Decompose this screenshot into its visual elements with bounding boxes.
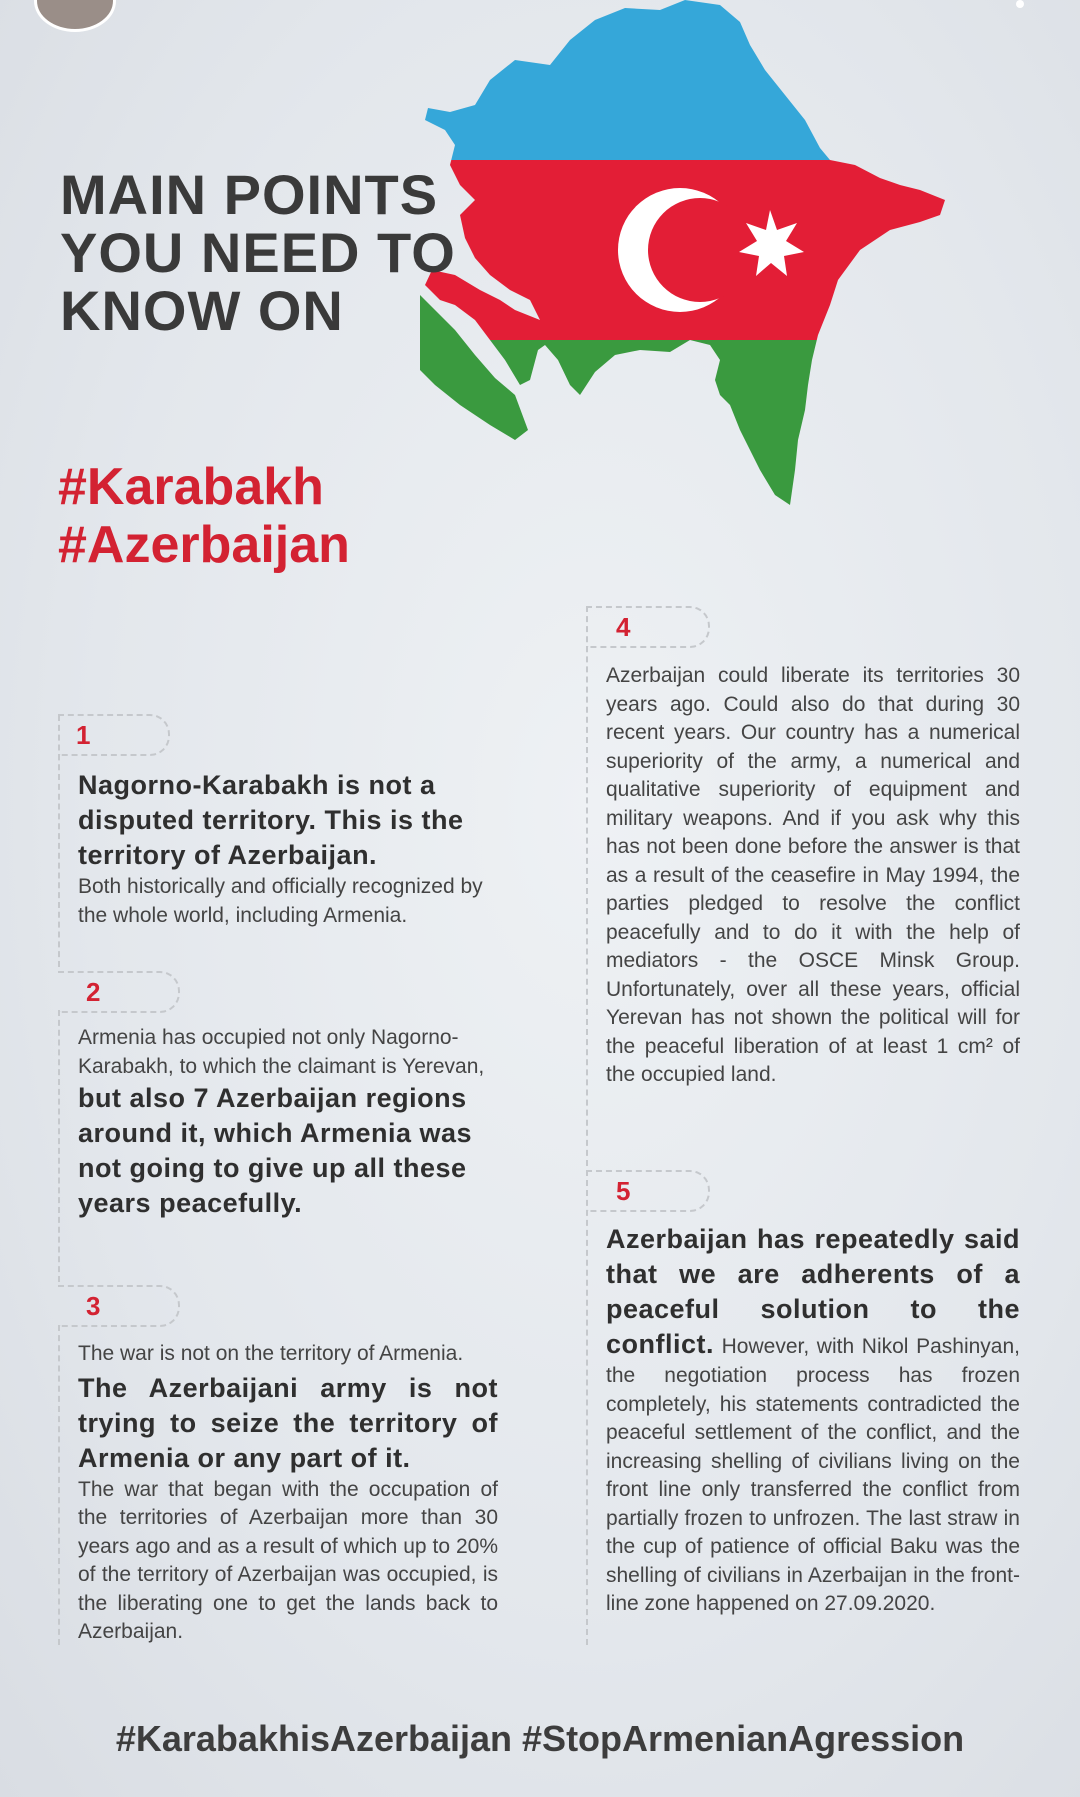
divider bbox=[586, 1170, 588, 1645]
point-number-1: 1 bbox=[58, 714, 170, 756]
footer-hashtags: #KarabakhisAzerbaijan #StopArmenianAgression bbox=[115, 1718, 965, 1759]
title-line-2: YOU NEED TO bbox=[60, 221, 456, 284]
title-line-1: MAIN POINTS bbox=[60, 163, 439, 226]
point-1-text: Both historically and officially recognized by the whole world, including Armenia. bbox=[78, 875, 483, 927]
hashtag-azerbaijan: #Azerbaijan bbox=[58, 516, 350, 574]
page-title bbox=[60, 163, 456, 342]
point-5 bbox=[606, 1222, 1020, 1619]
point-number-3: 3 bbox=[58, 1285, 180, 1327]
divider bbox=[58, 1325, 60, 1645]
point-number-4: 4 bbox=[586, 606, 710, 648]
point-5-heading: Azerbaijan has repeatedly said that we are adherents of a peaceful solution to the conflict. bbox=[606, 1224, 1020, 1359]
title-line-3: KNOW ON bbox=[60, 279, 344, 342]
avatar[interactable] bbox=[34, 0, 116, 32]
point-number-5: 5 bbox=[586, 1170, 710, 1212]
point-4 bbox=[606, 662, 1020, 1090]
point-3-heading: The Azerbaijani army is not trying to seize the territory of Armenia or any part of it. bbox=[78, 1372, 498, 1473]
point-2 bbox=[78, 1024, 498, 1221]
point-1 bbox=[78, 768, 498, 930]
divider bbox=[586, 606, 588, 1166]
point-4-text: Azerbaijan could liberate its territories 30 years ago. Could also do that during 30 recent years. Our country has a numerical superiority of the army, a numerical and qualitative superiority of equipment and military weapons. And if you ask why this has not been done before the answer is that as a result of the ceasefire in May 1994, the parties pledged to resolve the conflict peacefully and to do it with the help of mediators - the OSCE Minsk Group. Unfortunately, over all these years, official Yerevan has not shown the political will for the peaceful liberation of at least 1 cm² of the occupied land. bbox=[606, 664, 1020, 1086]
hashtag-block bbox=[58, 458, 350, 574]
point-3 bbox=[78, 1340, 498, 1647]
point-5-text: However, with Nikol Pashinyan, the negotiation process has frozen completely, his statements contradicted the peaceful settlement of the conflict, and the increasing shelling of civilians living on the front line only transferred the conflict from partially frozen to unfrozen. The last straw in the cup of patience of official Baku was the shelling of civilians in Azerbaijan in the front-line zone happened on 27.09.2020. bbox=[606, 1335, 1020, 1615]
point-3-intro: The war is not on the territory of Armenia. bbox=[78, 1342, 464, 1365]
point-number-2: 2 bbox=[58, 971, 180, 1013]
divider bbox=[58, 1010, 60, 1282]
azerbaijan-flag-map bbox=[420, 0, 1060, 520]
hashtag-karabakh: #Karabakh bbox=[58, 458, 324, 516]
point-2-emphasis: but also 7 Azerbaijan regions around it, which Armenia was not going to give up all these years peacefully. bbox=[78, 1083, 473, 1218]
point-3-text: The war that began with the occupation of the territories of Azerbaijan more than 30 years ago and as a result of which up to 20% of the territory of Azerbaijan was occupied, is the liberating one to get the lands back to Azerbaijan. bbox=[78, 1477, 498, 1643]
point-2-text: Armenia has occupied not only Nagorno-Karabakh, to which the claimant is Yerevan, bbox=[78, 1026, 485, 1078]
point-1-heading: Nagorno-Karabakh is not a disputed territory. This is the territory of Azerbaijan. bbox=[78, 770, 464, 870]
